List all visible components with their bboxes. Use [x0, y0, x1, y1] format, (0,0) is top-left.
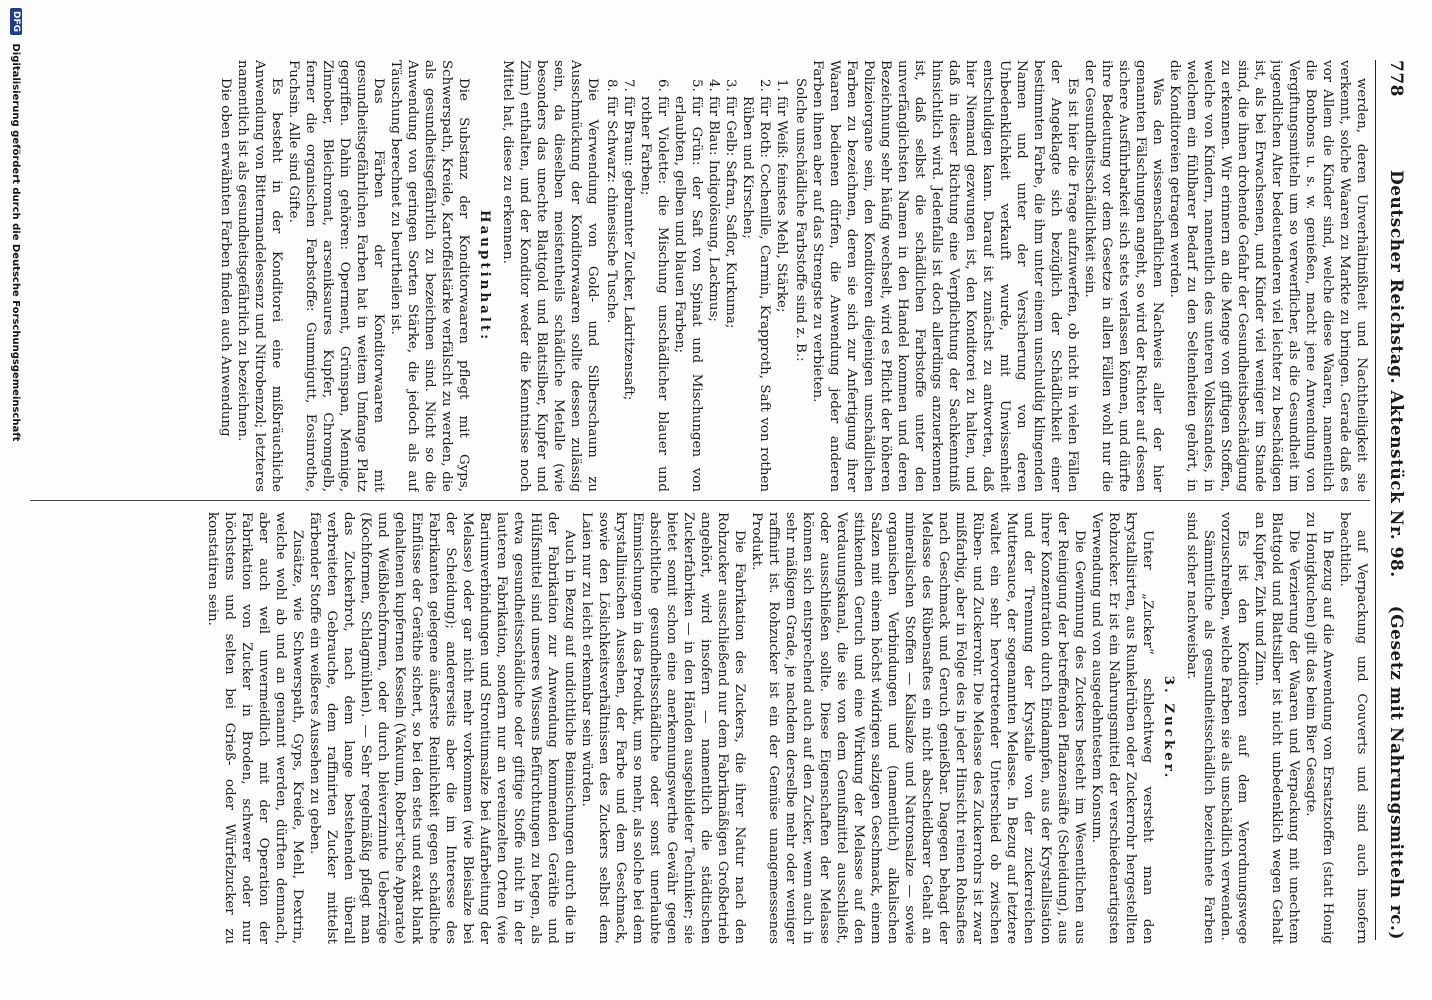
paragraph: Es ist den Konditoren auf dem Verordnungswege vorzuschreiben, welche Farben sie als unschädlich verwenden. [1218, 512, 1250, 944]
left-column [30, 60, 1370, 492]
paragraph: Unter „Zucker“ schlechtweg versteht man den krystallisirten, aus Runkelrüben oder Zuckerrohr hergestellten Rohzucker. Er ist ein Nahrungsmittel der verschiedenartigsten Verwendung und von ausgedehntestem Konsum. [1089, 512, 1155, 944]
page-title: Deutscher Reichstag. Aktenstück Nr. 98. [1386, 170, 1406, 578]
paragraph: Auch in Bezug auf undichtliche Beimischungen durch die in der Fabrikation zur Anwendung kommenden Geräthe und Hülfsmittel sind unseres Wissens Befürchtungen zu hegen, als etwa gesundheitsschädliche oder giftige Stoffe nicht in der lauteren Fabrikation, sondern nur an vereinzelten Orten (wie Bariumverbindungen und Strontiumsalze bei Aufarbeitung der Melasse) oder gar nicht mehr vorkommen (wie Bleisalze bei der Scheidung); andererseits aber die im Interesse des Fabrikanten gelegene äußerste Reinlichkeit gegen schädliche Einflüsse der Geräthe sichert, so bei den stets und exakt blank gehaltenen kupfernen Kesseln (Vakuum, Robert'sche Apparate) und Weißblechformen, oder durch bleiverzinnte Ueberzüge (Kochformen, Schlagmühlen). — Sehr regelmäßig pflegt man das Zuckerbrot, nach dem lange bestehenden überall verbreiteten Gebrauche, dem raffinirten Zucker mittelst färbender Stoffe ein weißeres Aussehen zu geben. [307, 512, 577, 944]
paragraph: Es ist hier die Frage aufzuwerfen, ob nicht in vielen Fällen der Angeklagte sich bezüglich der Schädlichkeit einer bestimmten Farbe, die ihm unter einem unschuldig klingenden Namen und unter der Versicherung von deren Unbedenklichkeit verkauft wurde, mit Unwissenheit entschuldigen kann. Darauf ist zunächst zu antworten, daß hier Niemand gezwungen ist, den Konditorei zu halten, und daß in dieser Richtung eine Verpflichtung der Sachkenntniß hinsichtlich wird. Jedenfalls ist doch allerdings anzuerkennen ist, daß selbst die schädlichen Farbstoffe unter den unverfänglichsten Namen in den Handel kommen und deren Bezeichnung sehr häufig wechselt, wird es Pflicht der höheren Polizeiorgane sein, den Konditoren diejenigen unschädlichen Farben zu bezeichnen, deren sie sich zur Anfertigung ihrer Waaren bedienen dürfen, die Anwendung jeder anderen Farben ihnen aber auf das Strengste zu verbieten. [810, 60, 1080, 492]
paragraph: Was den wissenschaftlichen Nachweis aller der hier genannten Fälschungen angeht, so wird der Richter auf dessen sichere Ausführbarkeit sich stets verlassen können, und dürfte ihre Bedeutung vor dem Gesetze in allen Fällen wohl nur die der Gesundheitsschädlichkeit sein. [1082, 60, 1165, 492]
list-item: 4. für Blau: Indigolösung, Lackmus; [705, 96, 722, 492]
section-heading: Hauptinhalt: [477, 209, 493, 343]
footer-text: Digitalisierung gefördert durch die Deutsche Forschungsgemeinschaft [10, 43, 21, 442]
paragraph: werden, deren Unverhältnißheit und Nachtheiligkeit sie verkennt, solche Waaren zu Markte zu bringen. Gerade daß es vor Allem die Kinder sind, welche diese Waaren, namentlich die Bonbons u. s. w. genießen, macht jene Anwendung von Vergiftungsmitteln um so verwerflicher, als die Gesundheit im jugendlichen Alter bedeutenderen viel leichter zu beschädigen ist, als bei Erwachsenen, und Kinder viel weniger im Stande sind, die ihnen drohende Gefahr der Gesundheitsbeschädigung zu erkennen. Wir erinnern an die Menge von giftigen Stoffen, welche von Kindern, namentlich des unteren Volksstandes, in welchem ein fühlbarer Bedarf zu den Seltenheiten gehört, in die Konditoreien getragen werden. [1167, 60, 1369, 492]
list-item: 5. für Grün: der Saft von Spinat und Mischungen von erlaubten, gelben und blauen Farben; [671, 96, 705, 492]
paragraph: Sämmtliche als gesundheitsschädlich bezeichnete Farben sind sicher nachweisbar. [1184, 512, 1216, 944]
list-item: 3. für Gelb: Safran, Saflor, Kurkuma; [722, 96, 739, 492]
paragraph: Die Verwendung von Gold- und Silberschaum zu Ausschmückung der Konditorwaaren sollte dessen zulässig sein, da dieselben meistentheils schädliche Metalle (wie besonders das unechte Blattgold und Blattsilber, Kupfer und Zinn) enthalten, und der Konditor weder die Kenntnisse noch Mittel hat, diese zu erkennen. [500, 60, 600, 492]
paragraph: In Bezug auf die Anwendung von Ersatzstoffen (statt Honig zu Honigkuchen) gilt das beim Bier Gesagte. [1303, 512, 1335, 944]
page-subtitle: (Gesetz mit Nahrungsmitteln rc.) [1386, 605, 1406, 940]
paragraph: Die Substanz der Konditorwaaren pflegt mit Gyps, Schwerspath, Kreide, Kartoffelstärke verfälscht zu werden, die als gesundheitsgefährlich zu bezeichnen sind. Nicht so die Anwendung von geringen Sorten Stärke, die jedoch als auf Täuschung berechnet zu beurtheilen ist. [388, 60, 471, 492]
paragraph: Das Färben der Konditorwaaren mit gesundheitsgefährlichen Farben hat in weitem Umfange Platz gegriffen. Dahin gehören: Operment, Grünspan, Mennige, Zinnober, Bleichromat, arseniksaures Kupfer, Chromgelb, ferner die organischen Farbstoffe: Gummigutt, Eosinrothe, Fuchsin. Alle sind Gifte. [286, 60, 386, 492]
page-header [1380, 60, 1412, 940]
header-rule [1375, 60, 1376, 940]
page-number: 778 [1386, 60, 1406, 97]
dfg-logo: DFG [10, 8, 22, 35]
paragraph: Es besteht in der Konditorei eine mißbräuchliche Anwendung von Bittermandelessenz und Nitrobenzol; letzteres namentlich ist als gesundheitsgefährlich zu bezeichnen. [235, 60, 284, 492]
paragraph: Die oben erwähnten Farben finden auch Anwendung [218, 78, 233, 437]
right-column [30, 512, 1370, 944]
list-item: 8. für Schwarz: chinesische Tusche. [603, 96, 620, 492]
dye-list [603, 60, 790, 492]
paragraph: Die Fabrikation des Zuckers, die ihrer Natur nach den Rohzucker ausschließend nur dem Fabrikmäßigen Großbetrieb angehört, wird insofern — namentlich die städtischen Zuckerfabriken — in den Händen ausgebildeter Techniker; sie bietet somit schon eine anerkennungswerthe Gewähr gegen absichtliche gesundheitsschädliche oder sonst unerlaubte Einmischungen in das Produkt, um so mehr, als solche bei dem krystallinischen Aussehen, der Farbe und dem Geschmack, sowie den Löslichkeitsverhältnissen des Zuckers selbst dem Laien nur zu leicht erkennbar sein würden. [579, 512, 747, 944]
paragraph: Solche unschädliche Farbstoffe sind z. B.: [793, 78, 808, 362]
section-heading: 3. Zucker. [1161, 675, 1177, 781]
list-item: 2. für Roth: Cochenille, Carmin, Krapproth, Saft von rothen Rüben und Kirschen; [739, 96, 773, 492]
paragraph: Die Verzierung der Waaren und Verpackung mit unechtem Blattgold und Blattsilber ist nicht unbedenklich wegen Gehalt an Kupfer, Zink und Zinn. [1252, 512, 1301, 944]
digitization-footer [6, 8, 22, 998]
list-item: 6. für Violette: die Mischung unschädlicher blauer und rother Farben; [637, 96, 671, 492]
list-item: 1. für Weiß: feinstes Mehl, Stärke; [773, 96, 790, 492]
list-item: 7. für Braun: gebrannter Zucker, Lakritzensaft; [620, 96, 637, 492]
paragraph: Die Gewinnung des Zuckers besteht im Wesentlichen aus der Reinigung der betreffenden Pflanzensäfte (Scheidung), aus ihrer Konzentration durch Eindampfen, aus der Krystallisation und der Trennung der Krystalle von der zuckerreichen Muttersauce, der sogenannten Melasse. In Bezug auf letztere waltet ein sehr hervortretender Unterschied ob zwischen Rüben- und Zuckerrohr. Die Melasse des Zuckerrohrs ist zwar mißfarbig, aber in Folge des in jeder Hinsicht reinen Rohsaftes nach Geschmack und Geruch genießbar. Dagegen behagt der Melasse des Rübensaftes ein nicht abscheidbarer Gehalt an mineralischen Stoffen — Kalisalze und Natronsalze — sowie organischen Verbindungen und (namentlich) alkalischen Salzen mit einem höchst widrigen salzigen Geschmack, einem stinkenden Geruch und eine Wirkung der Melasse auf den Verdauungskanal, die sie von dem Genußmittel ausschließt, oder ausschließen sollte. Diese Eigenschaften der Melasse können sich entsprechend auch auf den Zucker, wenn auch in sehr mäßigem Grade, je nachdem derselbe mehr oder weniger raffinirt ist. Rohzucker ist ein der Gemüse unangemessenes Produkt. [749, 512, 1087, 944]
paragraph: Zusätze, wie Schwerspath, Gyps, Kreide, Mehl, Dextrin, welche wohl ab und an genannt werden, dürften demnach, aber auch weil unvermeidlich mit der Operation der Fabrikation von Zucker in Broden, schwerer oder nur höchstens und selten bei Grieß- oder Würfelzucker zu konstatiren sein. [205, 512, 305, 944]
column-divider [30, 500, 1370, 501]
paragraph: auf Verpackung und Couverts und sind auch insofern beachtlich. [1337, 512, 1369, 944]
